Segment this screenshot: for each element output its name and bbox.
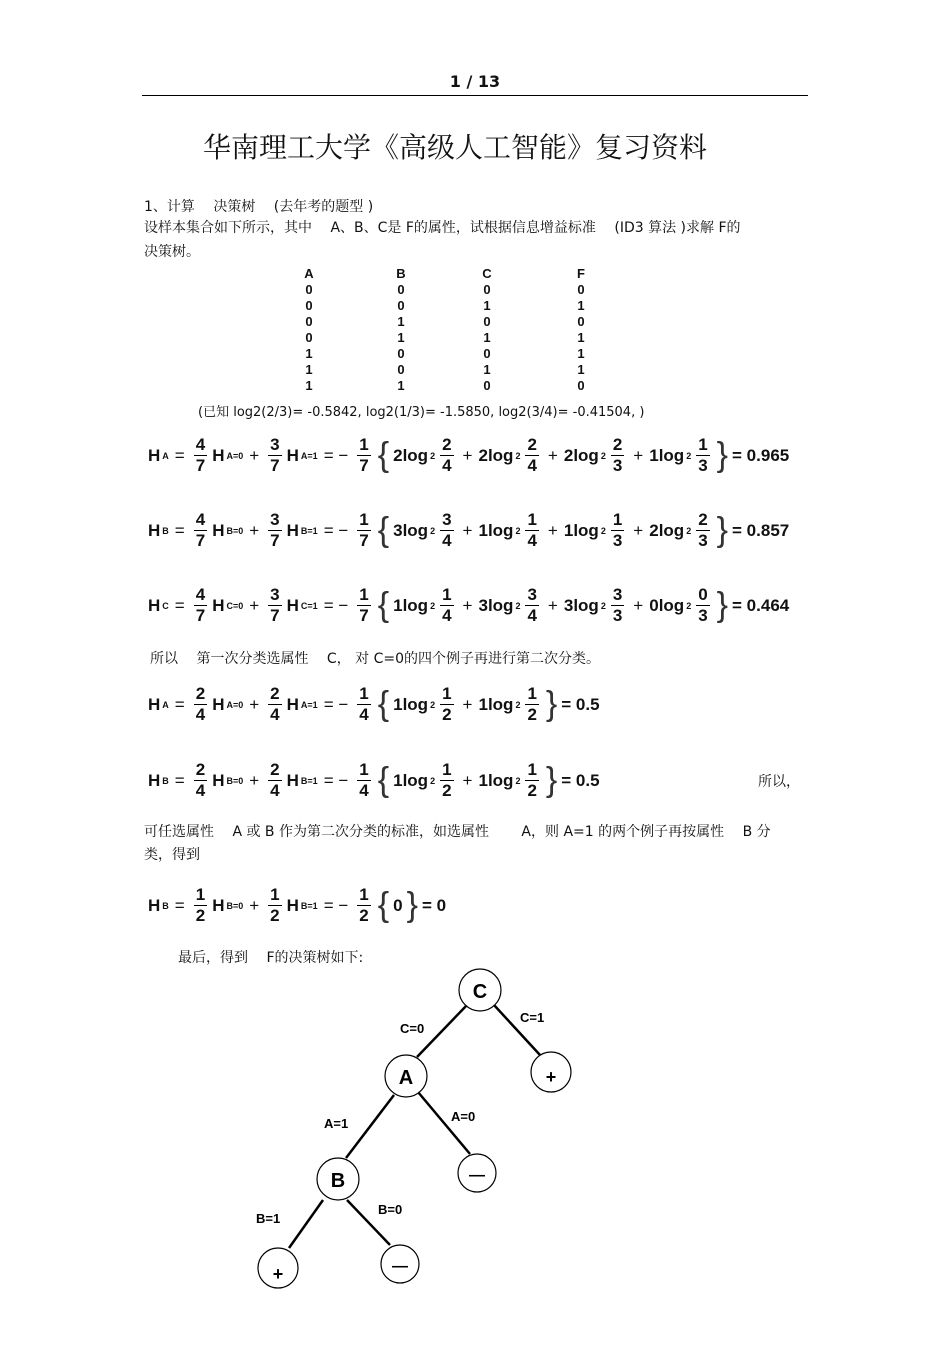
table-cell: 1 — [305, 378, 313, 393]
denominator: 4 — [442, 531, 452, 550]
edge-b1-label: B=1 — [256, 1211, 281, 1226]
operator: = − — [323, 694, 349, 714]
table-cell: 0 — [483, 314, 491, 329]
eq-result: = 0.857 — [732, 520, 790, 540]
operator: 2 — [686, 600, 692, 611]
operator: + — [249, 694, 260, 714]
numerator: 4 — [195, 510, 206, 529]
operator: 2 — [430, 775, 436, 786]
table-cell: 1 — [577, 346, 585, 361]
denominator: 4 — [442, 606, 452, 625]
denominator: 4 — [195, 705, 206, 724]
eq-result: = 0.5 — [561, 770, 600, 790]
numerator: 2 — [195, 684, 206, 703]
eq-h-sub: A=1 — [300, 699, 318, 710]
numerator: 2 — [698, 510, 708, 529]
operator: + — [249, 595, 260, 615]
numerator: 1 — [359, 684, 369, 703]
numerator: 2 — [270, 684, 280, 703]
eq-lhs: H — [148, 445, 161, 465]
log-term: 1log — [649, 445, 685, 465]
log-term: 1log — [563, 520, 599, 540]
table-cell: 0 — [577, 314, 585, 329]
node-b-label: B — [330, 1170, 346, 1192]
eq-h-sub: B=1 — [300, 525, 318, 536]
denominator: 3 — [612, 606, 623, 625]
numerator: 2 — [195, 760, 206, 779]
eq-h: H — [212, 520, 225, 540]
denominator: 2 — [527, 705, 537, 724]
table-cell: 0 — [577, 378, 585, 393]
node-a-label: A — [398, 1067, 414, 1089]
log-term: 3log — [478, 595, 514, 615]
numerator: 2 — [527, 435, 537, 454]
table-cell: 0 — [305, 314, 313, 329]
edge-c0-label: C=0 — [400, 1021, 425, 1036]
denominator: 7 — [270, 531, 280, 550]
operator: + — [547, 595, 558, 615]
table-cell: 0 — [483, 346, 491, 361]
operator: = − — [323, 895, 349, 915]
operator: 2 — [430, 450, 436, 461]
operator: = − — [323, 595, 349, 615]
operator: + — [249, 895, 260, 915]
operator: 2 — [515, 525, 521, 536]
operator: } — [716, 436, 729, 474]
operator: } — [545, 761, 558, 799]
node-c-label: C — [472, 981, 488, 1003]
continue-line-2: 类，得到 — [144, 847, 200, 863]
suoyi-text: 所以， — [758, 774, 800, 790]
table-cell: 1 — [577, 362, 585, 377]
table-cell: 1 — [577, 330, 585, 345]
eq-h: H — [286, 895, 299, 915]
operator: + — [249, 520, 260, 540]
table-cell: 0 — [397, 282, 405, 297]
denominator: 2 — [527, 781, 537, 800]
eq-h-sub: B=1 — [300, 900, 318, 911]
operator: } — [716, 511, 729, 549]
numerator: 1 — [195, 885, 206, 904]
edge-a1-label: A=1 — [324, 1116, 349, 1131]
operator: 2 — [515, 450, 521, 461]
eq-result: = 0.464 — [732, 595, 790, 615]
eq-h: H — [212, 895, 225, 915]
log-term: 1log — [478, 770, 514, 790]
table-cell: 1 — [483, 330, 491, 345]
table-cell: 1 — [305, 362, 313, 377]
numerator: 1 — [698, 435, 708, 454]
table-cell: 0 — [305, 298, 313, 313]
page-number: 1 / 13 — [449, 72, 501, 91]
denominator: 3 — [698, 606, 708, 625]
table-cell: 0 — [305, 282, 313, 297]
operator: { — [377, 886, 390, 924]
log-term: 2log — [649, 520, 685, 540]
operator: = — [174, 694, 185, 714]
log-term: 2log — [393, 445, 429, 465]
numerator: 3 — [270, 435, 280, 454]
eq-h-sub: B=1 — [300, 775, 318, 786]
eq-result: = 0.5 — [561, 694, 600, 714]
numerator: 1 — [359, 435, 369, 454]
operator: 2 — [686, 525, 692, 536]
log-term: 1log — [478, 694, 514, 714]
table-cell: 0 — [397, 362, 405, 377]
edge-b0-label: B=0 — [378, 1202, 403, 1217]
operator: + — [462, 694, 473, 714]
continue-line-1: 可任选属性 A 或 B 作为第二次分类的标准，如选属性 A，则 A=1 的两个例子再按属性 B 分 — [144, 824, 771, 840]
header-b: B — [396, 266, 406, 281]
eq-lhs: H — [148, 595, 161, 615]
denominator: 7 — [270, 456, 280, 475]
log-term: 1log — [393, 694, 429, 714]
operator: 2 — [686, 450, 692, 461]
log-term: 2log — [478, 445, 514, 465]
denominator: 2 — [270, 906, 280, 925]
denominator: 3 — [612, 456, 623, 475]
table-cell: 1 — [397, 378, 405, 393]
final-text: 最后，得到 F的决策树如下: — [178, 950, 364, 966]
denominator: 7 — [359, 531, 369, 550]
denominator: 2 — [359, 906, 369, 925]
operator: + — [547, 520, 558, 540]
operator: 2 — [430, 525, 436, 536]
operator: { — [377, 685, 390, 723]
eq-h-sub: C=0 — [226, 600, 244, 611]
eq-h: H — [286, 770, 299, 790]
denominator: 3 — [612, 531, 623, 550]
numerator: 0 — [698, 585, 708, 604]
table-cell: 1 — [577, 298, 585, 313]
eq-h: H — [212, 595, 225, 615]
node-c1-label: + — [545, 1067, 557, 1087]
numerator: 1 — [527, 760, 537, 779]
operator: 2 — [430, 699, 436, 710]
denominator: 4 — [359, 781, 369, 800]
given-logs: (已知 log2(2/3)= -0.5842, log2(1/3)= -1.5850, log2(3/4)= -0.41504, ) — [198, 405, 645, 420]
eq-result: = 0 — [421, 895, 447, 915]
document-title: 华南理工大学《高级人工智能》复习资料 — [202, 131, 707, 164]
numerator: 4 — [195, 435, 206, 454]
numerator: 1 — [359, 510, 369, 529]
operator: + — [462, 520, 473, 540]
log-term: 0log — [649, 595, 685, 615]
eq-h: H — [286, 694, 299, 714]
operator: = — [174, 445, 185, 465]
operator: { — [377, 511, 390, 549]
denominator: 4 — [270, 705, 280, 724]
eq-h-sub: B=0 — [226, 900, 244, 911]
operator: 2 — [515, 600, 521, 611]
operator: 2 — [515, 699, 521, 710]
log-term: 3log — [393, 520, 429, 540]
intro-line-2: 决策树。 — [144, 244, 200, 260]
log-term: 1log — [478, 520, 514, 540]
eq-h-sub: B=0 — [226, 775, 244, 786]
eq-lhs-sub: B — [162, 775, 169, 786]
numerator: 3 — [527, 585, 537, 604]
eq-h: H — [212, 445, 225, 465]
operator: = — [174, 770, 185, 790]
edge-a0-label: A=0 — [451, 1109, 476, 1124]
operator: { — [377, 436, 390, 474]
table-cell: 0 — [397, 346, 405, 361]
intro-line-1: 设样本集合如下所示，其中 A、B、C是 F的属性，试根据信息增益标准 (ID3 算法 )求解 F的 — [144, 220, 741, 236]
eq-h-sub: A=0 — [226, 450, 244, 461]
eq-lhs-sub: C — [162, 600, 169, 611]
numerator: 1 — [442, 684, 452, 703]
eq-lhs-sub: A — [162, 699, 169, 710]
denominator: 7 — [195, 456, 206, 475]
denominator: 7 — [359, 606, 369, 625]
operator: } — [716, 586, 729, 624]
table-cell: 1 — [397, 314, 405, 329]
denominator: 4 — [527, 456, 537, 475]
operator: + — [633, 520, 644, 540]
denominator: 2 — [442, 705, 452, 724]
denominator: 3 — [698, 456, 708, 475]
operator: + — [249, 770, 260, 790]
operator: = — [174, 520, 185, 540]
eq-lhs-sub: B — [162, 525, 169, 536]
operator: 2 — [515, 775, 521, 786]
header-a: A — [304, 266, 314, 281]
denominator: 4 — [527, 606, 537, 625]
numerator: 1 — [612, 510, 623, 529]
eq-h: H — [212, 694, 225, 714]
eq-result: = 0.965 — [732, 445, 790, 465]
operator: 2 — [600, 450, 606, 461]
numerator: 1 — [359, 585, 369, 604]
edge-c1-label: C=1 — [520, 1010, 545, 1025]
numerator: 1 — [270, 885, 280, 904]
log-term: 3log — [563, 595, 599, 615]
numerator: 1 — [527, 684, 537, 703]
eq-h: H — [286, 520, 299, 540]
eq-lhs: H — [148, 694, 161, 714]
table-cell: 1 — [305, 346, 313, 361]
table-cell: 0 — [483, 282, 491, 297]
operator: { — [377, 761, 390, 799]
eq-h: H — [286, 595, 299, 615]
operator: = − — [323, 770, 349, 790]
numerator: 3 — [612, 585, 623, 604]
eq-lhs: H — [148, 770, 161, 790]
denominator: 4 — [527, 531, 537, 550]
inner-term: 0 — [393, 895, 403, 915]
operator: + — [249, 445, 260, 465]
eq-lhs: H — [148, 895, 161, 915]
eq-h-sub: A=1 — [300, 450, 318, 461]
operator: 2 — [430, 600, 436, 611]
denominator: 7 — [359, 456, 369, 475]
table-cell: 0 — [397, 298, 405, 313]
operator: { — [377, 586, 390, 624]
section-heading: 1、计算 决策树 (去年考的题型 ) — [144, 199, 374, 215]
denominator: 4 — [359, 705, 369, 724]
log-term: 1log — [393, 770, 429, 790]
operator: = — [174, 595, 185, 615]
denominator: 4 — [442, 456, 452, 475]
denominator: 2 — [442, 781, 452, 800]
header-f: F — [577, 266, 585, 281]
denominator: 7 — [195, 606, 206, 625]
eq-lhs-sub: B — [162, 900, 169, 911]
table-cell: 1 — [397, 330, 405, 345]
table-cell: 0 — [577, 282, 585, 297]
denominator: 4 — [195, 781, 206, 800]
denominator: 4 — [270, 781, 280, 800]
node-a0-label: — — [469, 1167, 485, 1184]
operator: = − — [323, 520, 349, 540]
numerator: 1 — [527, 510, 537, 529]
table-cell: 0 — [483, 378, 491, 393]
header-c: C — [482, 266, 492, 281]
operator: + — [633, 445, 644, 465]
denominator: 7 — [270, 606, 280, 625]
node-b1-label: + — [272, 1264, 284, 1284]
operator: = — [174, 895, 185, 915]
eq-h: H — [286, 445, 299, 465]
eq-h: H — [212, 770, 225, 790]
operator: } — [545, 685, 558, 723]
operator: + — [633, 595, 644, 615]
eq-lhs: H — [148, 520, 161, 540]
table-cell: 1 — [483, 298, 491, 313]
operator: + — [547, 445, 558, 465]
numerator: 2 — [612, 435, 623, 454]
table-cell: 0 — [305, 330, 313, 345]
eq-lhs-sub: A — [162, 450, 169, 461]
eq-h-sub: B=0 — [226, 525, 244, 536]
operator: } — [406, 886, 418, 924]
table-cell: 1 — [483, 362, 491, 377]
denominator: 7 — [195, 531, 206, 550]
operator: + — [462, 595, 473, 615]
numerator: 3 — [442, 510, 452, 529]
numerator: 3 — [270, 510, 280, 529]
numerator: 1 — [442, 760, 452, 779]
denominator: 3 — [698, 531, 708, 550]
log-term: 2log — [563, 445, 599, 465]
node-b0-label: — — [392, 1258, 408, 1275]
log-term: 1log — [393, 595, 429, 615]
numerator: 1 — [442, 585, 452, 604]
eq-h-sub: A=0 — [226, 699, 244, 710]
operator: = − — [323, 445, 349, 465]
numerator: 1 — [359, 760, 369, 779]
numerator: 1 — [359, 885, 369, 904]
operator: + — [462, 445, 473, 465]
denominator: 2 — [195, 906, 206, 925]
eq-h-sub: C=1 — [300, 600, 318, 611]
operator: 2 — [600, 600, 606, 611]
numerator: 2 — [442, 435, 452, 454]
operator: + — [462, 770, 473, 790]
numerator: 2 — [270, 760, 280, 779]
after-c-text: 所以 第一次分类选属性 C， 对 C=0的四个例子再进行第二次分类。 — [150, 651, 600, 667]
numerator: 3 — [270, 585, 280, 604]
operator: 2 — [600, 525, 606, 536]
numerator: 4 — [195, 585, 206, 604]
